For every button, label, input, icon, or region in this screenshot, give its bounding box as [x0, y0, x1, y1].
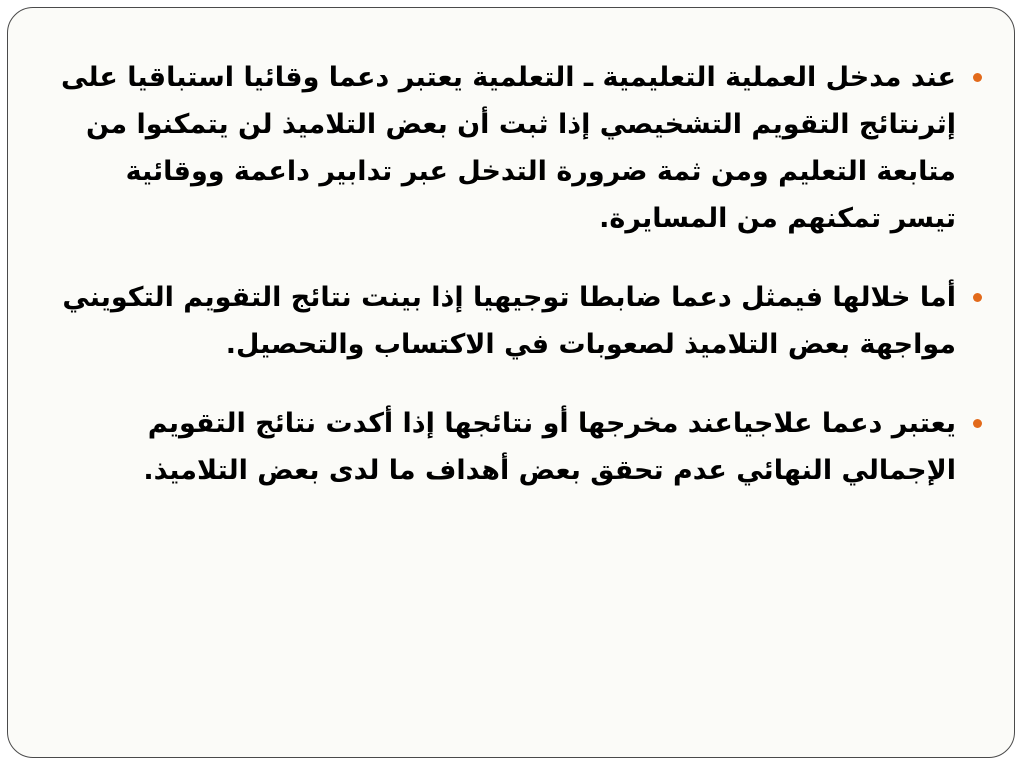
bullet-item-3 — [56, 400, 986, 494]
bullet-text: عند مدخل العملية التعليمية ـ التعلمية يعتبر دعما وقائيا استباقيا على إثرنتائج التقويم التشخيصي إذا ثبت أن بعض التلاميذ لن يتمكنوا من متابعة التعليم ومن ثمة ضرورة التدخل عبر تدابير داعمة ووقائية تيسر تمكنهم من المسايرة. — [61, 62, 956, 234]
bullet-item-2 — [56, 274, 986, 368]
bullet-text: أما خلالها فيمثل دعما ضابطا توجيهيا إذا بينت نتائج التقويم التكويني مواجهة بعض التلاميذ لصعوبات في الاكتساب والتحصيل. — [62, 282, 956, 360]
slide-content — [56, 54, 986, 526]
bullet-item-1 — [56, 54, 986, 242]
bullet-dot-icon — [973, 293, 982, 302]
bullet-dot-icon — [973, 419, 982, 428]
bullet-text: يعتبر دعما علاجياعند مخرجها أو نتائجها إذا أكدت نتائج التقويم الإجمالي النهائي عدم تحقق بعض أهداف ما لدى بعض التلاميذ. — [143, 408, 956, 486]
bullet-dot-icon — [973, 73, 982, 82]
